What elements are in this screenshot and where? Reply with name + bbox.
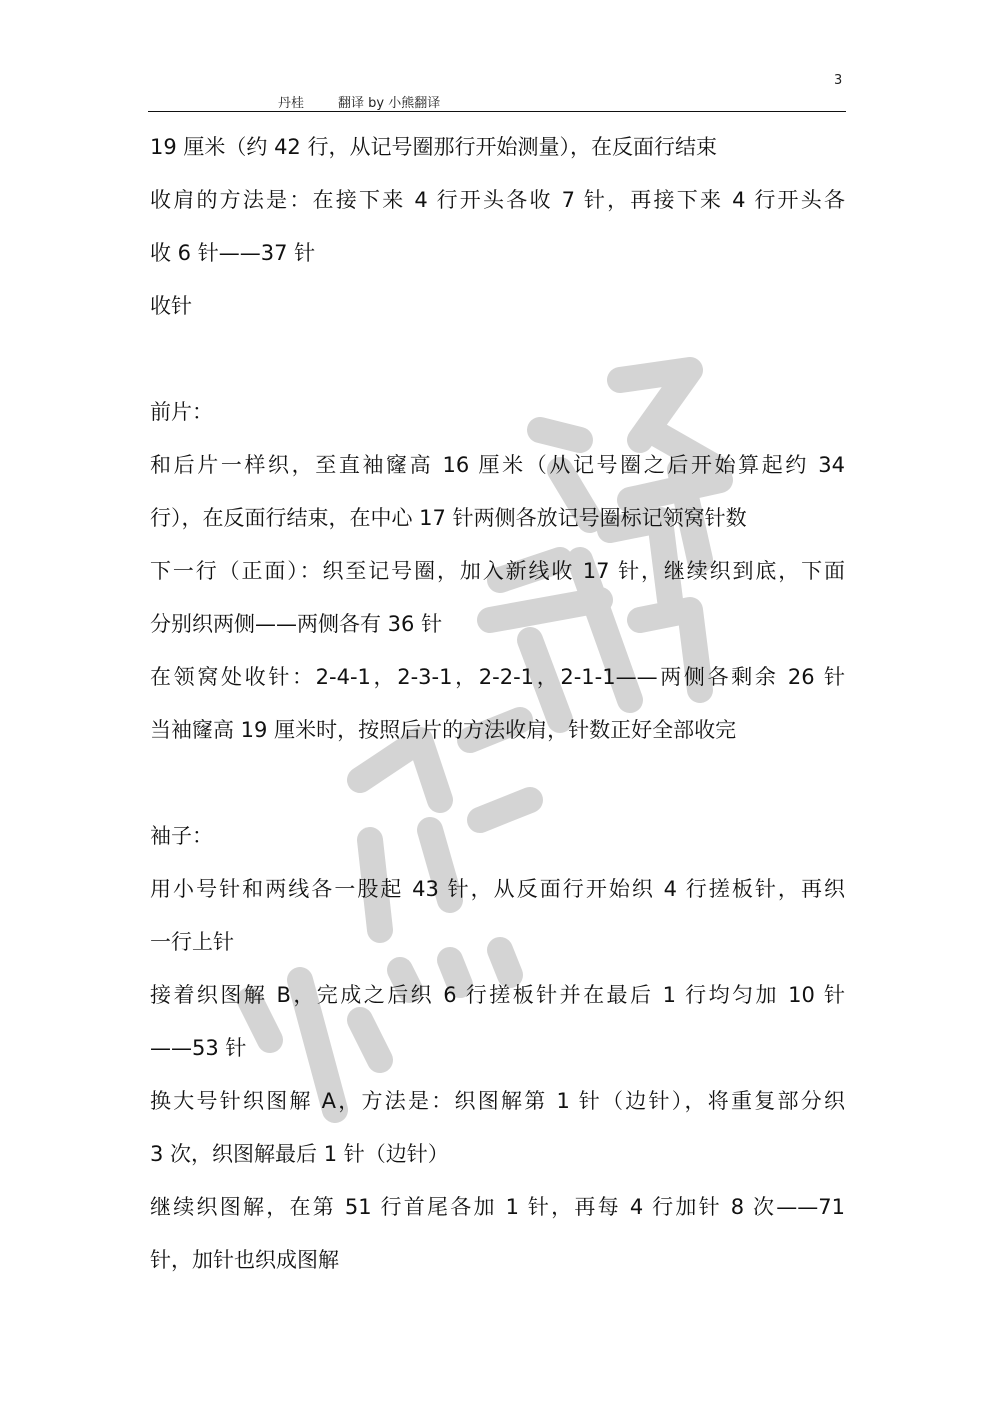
text-line: 分别织两侧——两侧各有 36 针: [150, 612, 443, 636]
section-heading-sleeve: 袖子：: [150, 824, 213, 848]
text-line: ——53 针: [150, 1036, 247, 1060]
text-line: 继续织图解，在第 51 行首尾各加 1 针，再每 4 行加针 8 次——71: [150, 1195, 845, 1219]
page-number: 3: [834, 73, 843, 88]
text-line: 在领窝处收针：2-4-1，2-3-1，2-2-1，2-1-1——两侧各剩余 26 针: [150, 665, 845, 689]
page-header: [278, 92, 440, 111]
text-line: 收针: [150, 294, 192, 318]
header-translator: 翻译 by 小熊翻译: [338, 96, 441, 111]
text-line: 和后片一样织，至直袖窿高 16 厘米（从记号圈之后开始算起约 34: [150, 453, 845, 477]
section-heading-front: 前片：: [150, 400, 213, 424]
blank-line: [150, 757, 845, 810]
text-line: 用小号针和两线各一股起 43 针，从反面行开始织 4 行搓板针，再织: [150, 877, 845, 901]
text-line: 换大号针织图解 A，方法是：织图解第 1 针（边针），将重复部分织: [150, 1089, 845, 1113]
text-line: 行），在反面行结束，在中心 17 针两侧各放记号圈标记领窝针数: [150, 506, 747, 530]
text-line: 针，加针也织成图解: [150, 1248, 339, 1272]
text-line: 3 次，织图解最后 1 针（边针）: [150, 1142, 449, 1166]
header-divider: [148, 111, 846, 112]
text-line: 接着织图解 B，完成之后织 6 行搓板针并在最后 1 行均匀加 10 针: [150, 983, 845, 1007]
text-line: 一行上针: [150, 930, 234, 954]
text-line: 收肩的方法是：在接下来 4 行开头各收 7 针，再接下来 4 行开头各: [150, 188, 845, 212]
blank-line: [150, 333, 845, 386]
document-body: [150, 121, 845, 1287]
text-line: 收 6 针——37 针: [150, 241, 316, 265]
text-line: 19 厘米（约 42 行，从记号圈那行开始测量），在反面行结束: [150, 135, 717, 159]
text-line: 当袖窿高 19 厘米时，按照后片的方法收肩，针数正好全部收完: [150, 718, 737, 742]
text-line: 下一行（正面）：织至记号圈，加入新线收 17 针，继续织到底，下面: [150, 559, 845, 583]
header-author: 丹桂: [278, 96, 305, 111]
